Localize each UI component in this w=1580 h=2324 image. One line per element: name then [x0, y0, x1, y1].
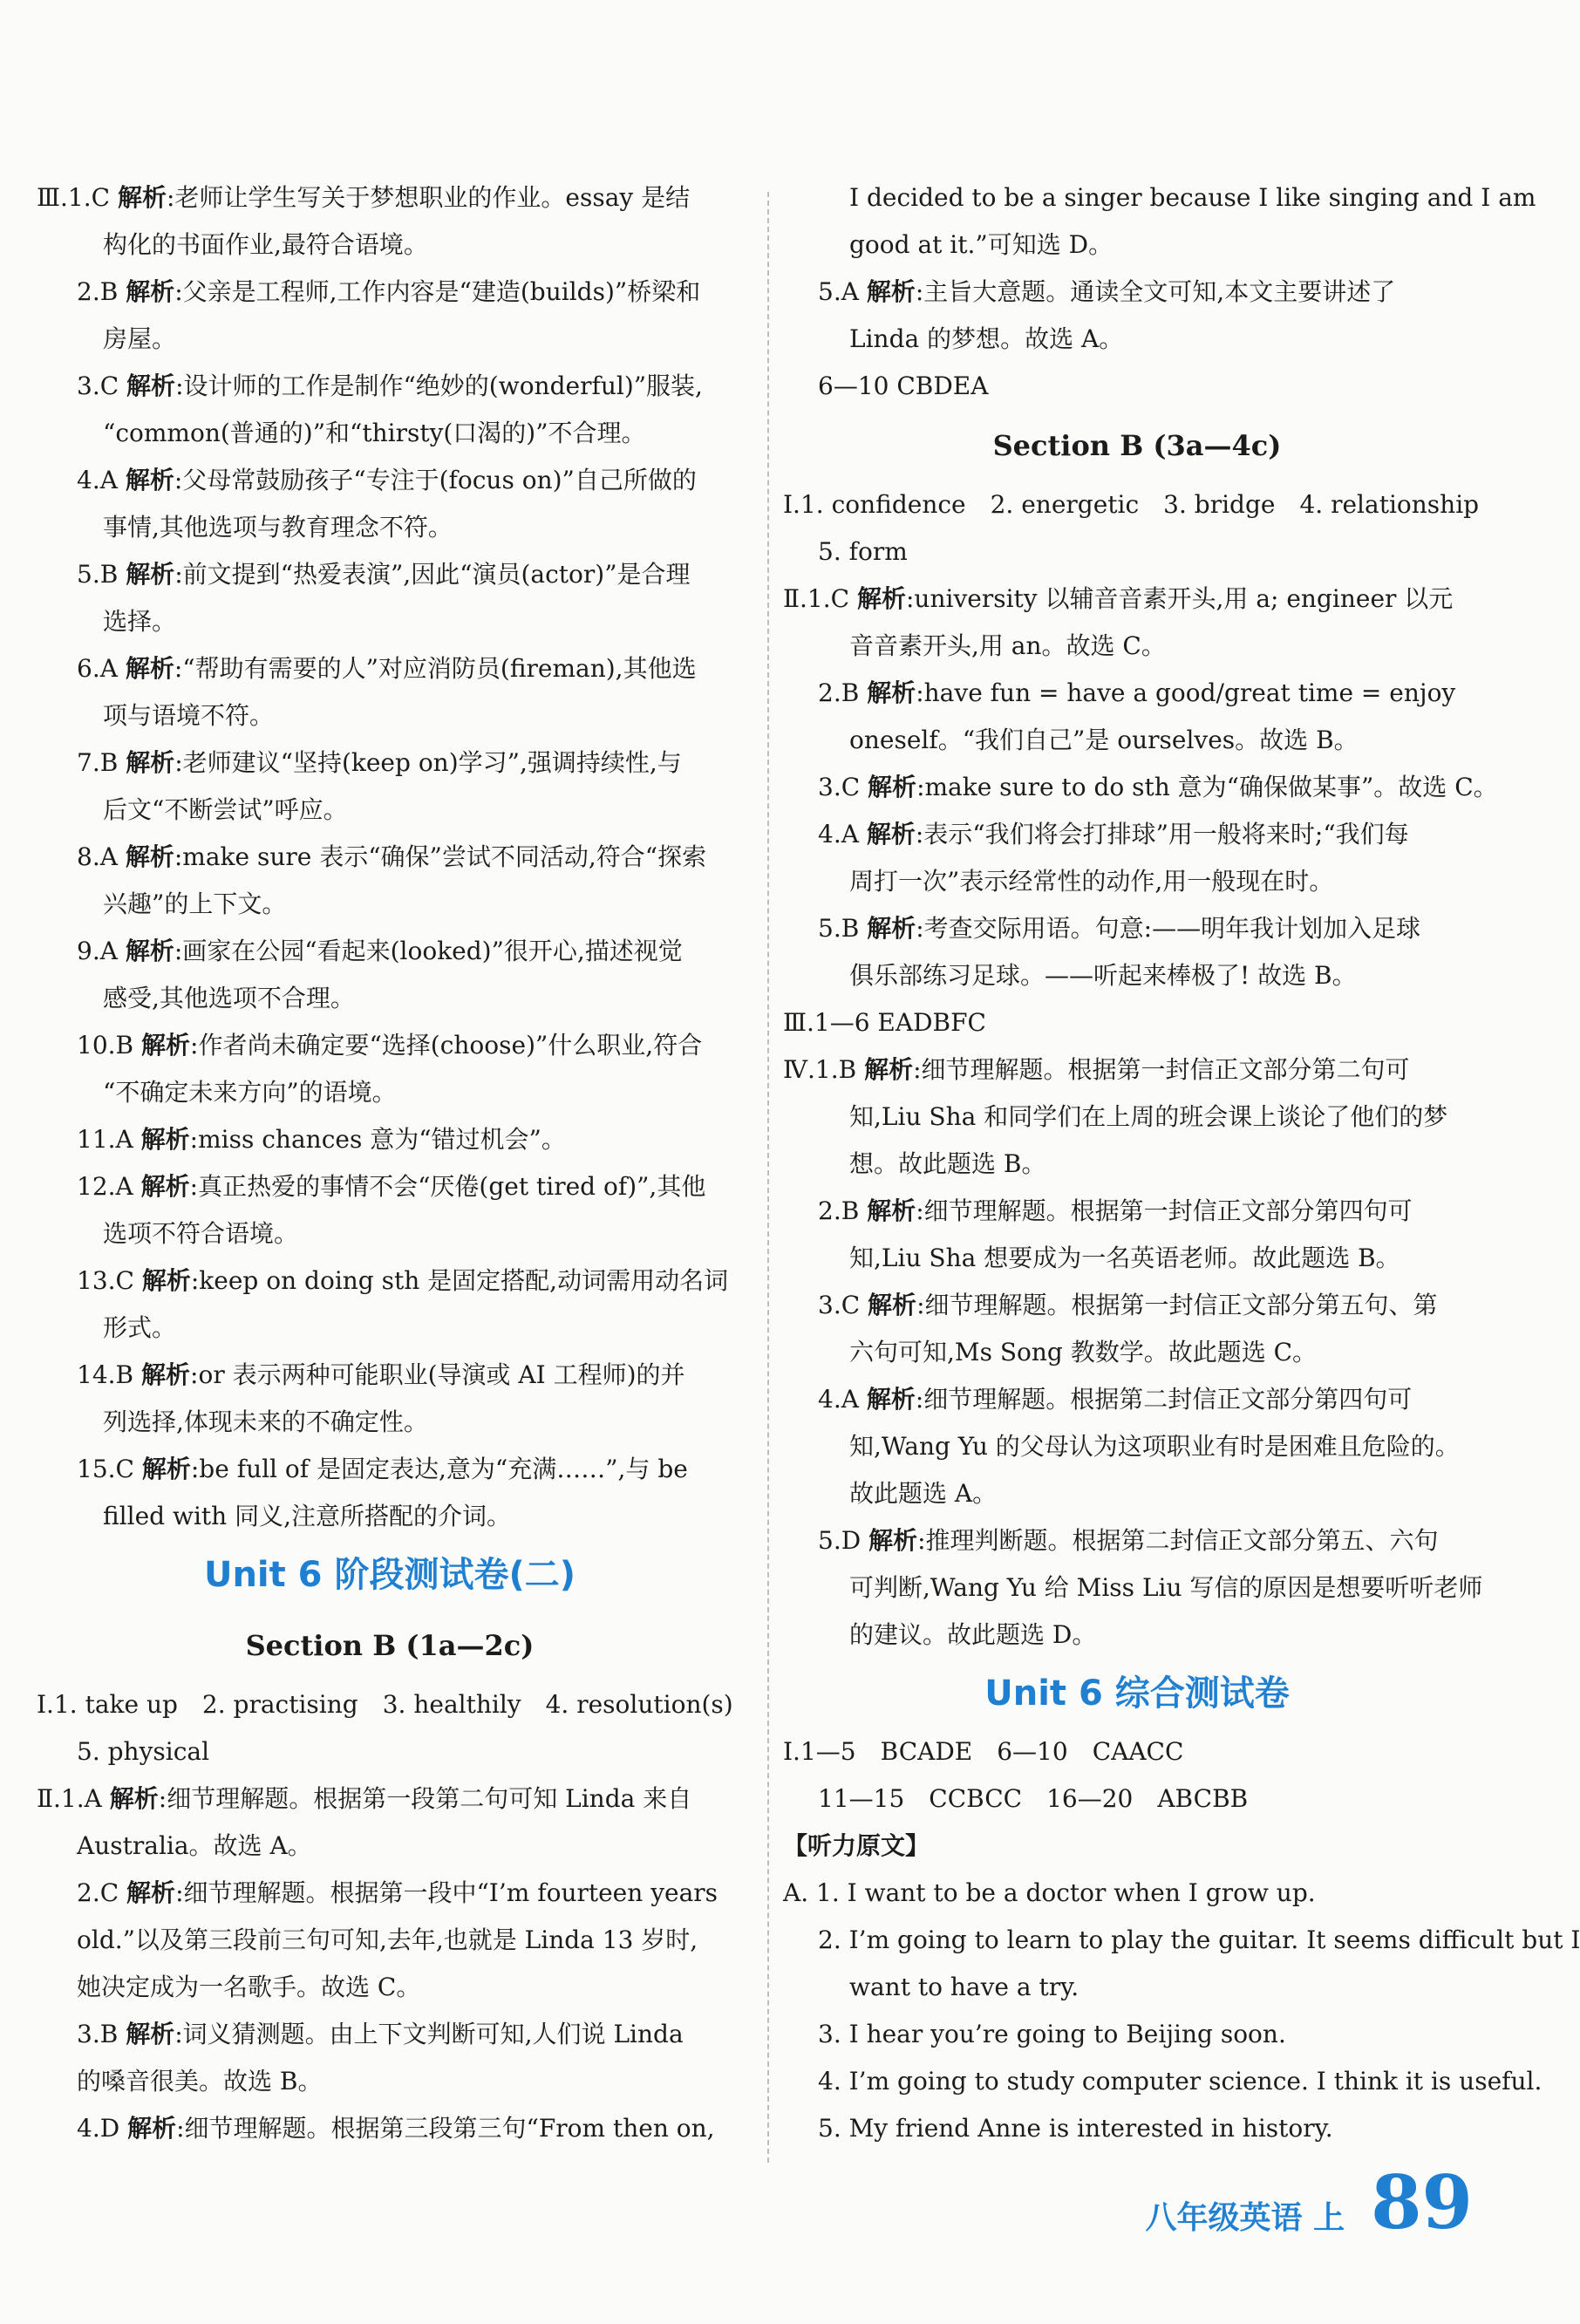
- answer-line: 房屋。: [103, 324, 177, 353]
- answer-line: 的建议。故此题选 D。: [849, 1620, 1097, 1649]
- answer-line: good at it.”可知选 D。: [849, 230, 1113, 259]
- answer-line: 六句可知,Ms Song 教数学。故此题选 C。: [849, 1338, 1318, 1366]
- answer-line: 11.A 解析:miss chances 意为“错过机会”。: [77, 1125, 566, 1154]
- answer-line: 3.C 解析:make sure to do sth 意为“确保做某事”。故选 C。: [818, 773, 1498, 801]
- answer-line: Ⅰ.1. confidence 2. energetic 3. bridge 4. relationship: [783, 490, 1480, 519]
- listening-line: 4. I’m going to study computer science. I think it is useful.: [818, 2067, 1543, 2096]
- answer-line: 知,Liu Sha 想要成为一名英语老师。故此题选 B。: [849, 1244, 1400, 1272]
- answer-line: 8.A 解析:make sure 表示“确保”尝试不同活动,符合“探索: [77, 842, 707, 871]
- answer-line: Ⅱ.1.A 解析:细节理解题。根据第一段第二句可知 Linda 来自: [37, 1784, 692, 1813]
- answer-line: 可判断,Wang Yu 给 Miss Liu 写信的原因是想要听听老师: [849, 1573, 1483, 1602]
- answer-line: 2.B 解析:细节理解题。根据第一封信正文部分第四句可: [818, 1196, 1413, 1225]
- answer-line: Australia。故选 A。: [77, 1831, 312, 1860]
- answer-line: 故此题选 A。: [849, 1479, 998, 1508]
- answer-line: 知,Liu Sha 和同学们在上周的班会课上谈论了他们的梦: [849, 1102, 1448, 1131]
- answer-line: 知,Wang Yu 的父母认为这项职业有时是困难且危险的。: [849, 1432, 1460, 1461]
- answer-line: 5.D 解析:推理判断题。根据第二封信正文部分第五、六句: [818, 1526, 1439, 1555]
- section-title: Section B (1a—2c): [245, 1629, 535, 1662]
- left-column: [37, 174, 743, 2152]
- answer-line: 14.B 解析:or 表示两种可能职业(导演或 AI 工程师)的并: [77, 1360, 685, 1389]
- answer-line: 4.A 解析:细节理解题。根据第二封信正文部分第四句可: [818, 1385, 1413, 1414]
- answer-line: 3.C 解析:细节理解题。根据第一封信正文部分第五句、第: [818, 1291, 1438, 1319]
- answer-line: 2.B 解析:have fun = have a good/great time = enjoy: [818, 678, 1456, 707]
- answer-line: 后文“不断尝试”呼应。: [103, 795, 348, 824]
- answer-line: 兴趣”的上下文。: [103, 889, 287, 918]
- answer-line: Linda 的梦想。故选 A。: [849, 324, 1124, 353]
- answer-line: Ⅰ.1—5 BCADE 6—10 CAACC: [783, 1737, 1184, 1766]
- answer-line: 5. form: [818, 537, 908, 566]
- section-title: Section B (3a—4c): [992, 429, 1282, 462]
- answer-line: 3.B 解析:词义猜测题。由上下文判断可知,人们说 Linda: [77, 2020, 684, 2048]
- answer-line: 列选择,体现未来的不确定性。: [103, 1407, 428, 1436]
- answer-line: 10.B 解析:作者尚未确定要“选择(choose)”什么职业,符合: [77, 1031, 703, 1060]
- answer-line: Ⅲ.1.C 解析:老师让学生写关于梦想职业的作业。essay 是结: [37, 183, 691, 212]
- listening-line: A. 1. I want to be a doctor when I grow up.: [783, 1878, 1316, 1907]
- listening-line: 3. I hear you’re going to Beijing soon.: [818, 2020, 1286, 2048]
- unit-title: Unit 6 阶段测试卷(二): [203, 1555, 576, 1595]
- answer-line: 事情,其他选项与教育理念不符。: [103, 513, 453, 542]
- answer-line: Ⅰ.1. take up 2. practising 3. healthily 4. resolution(s): [37, 1690, 733, 1719]
- answer-line: 想。故此题选 B。: [849, 1149, 1046, 1178]
- book-title: 八年级英语 上: [1145, 2200, 1345, 2236]
- answer-line: 5. physical: [77, 1737, 210, 1766]
- answer-line: 5.B 解析:考查交际用语。句意:——明年我计划加入足球: [818, 914, 1421, 943]
- answer-line: 感受,其他选项不合理。: [103, 984, 355, 1012]
- answer-line: I decided to be a singer because I like singing and I am: [849, 183, 1536, 212]
- answer-line: 12.A 解析:真正热爱的事情不会“厌倦(get tired of)”,其他: [77, 1172, 706, 1201]
- answer-line: 11—15 CCBCC 16—20 ABCBB: [818, 1784, 1249, 1813]
- answer-line: 6.A 解析:“帮助有需要的人”对应消防员(fireman),其他选: [77, 654, 697, 683]
- answer-line: 构化的书面作业,最符合语境。: [103, 230, 428, 259]
- answer-line: 2.B 解析:父亲是工程师,工作内容是“建造(builds)”桥梁和: [77, 277, 701, 306]
- column-divider: [767, 192, 769, 2163]
- answer-line: old.”以及第三段前三句可知,去年,也就是 Linda 13 岁时,: [77, 1925, 698, 1954]
- answer-line: 项与语境不符。: [103, 701, 275, 730]
- answer-line: 6—10 CBDEA: [818, 371, 989, 400]
- answer-line: 5.A 解析:主旨大意题。通读全文可知,本文主要讲述了: [818, 277, 1396, 306]
- answer-line: 她决定成为一名歌手。故选 C。: [77, 1973, 421, 2001]
- answer-line: oneself。“我们自己”是 ourselves。故选 B。: [849, 726, 1359, 754]
- right-column: [783, 174, 1580, 2152]
- answer-line: 形式。: [103, 1313, 177, 1342]
- answer-line: 7.B 解析:老师建议“坚持(keep on)学习”,强调持续性,与: [77, 748, 682, 777]
- answer-line: 选择。: [103, 607, 177, 636]
- listening-line: 5. My friend Anne is interested in history.: [818, 2114, 1333, 2143]
- answer-line: 4.A 解析:父母常鼓励孩子“专注于(focus on)”自己所做的: [77, 466, 697, 494]
- answer-line: 2.C 解析:细节理解题。根据第一段中“I’m fourteen years: [77, 1878, 718, 1907]
- answer-line: 俱乐部练习足球。——听起来棒极了! 故选 B。: [849, 961, 1357, 990]
- answer-line: 4.D 解析:细节理解题。根据第三段第三句“From then on,: [77, 2114, 715, 2143]
- answer-line: 音音素开头,用 an。故选 C。: [849, 631, 1166, 660]
- listening-script-heading: 【听力原文】: [783, 1831, 930, 1860]
- answer-line: 4.A 解析:表示“我们将会打排球”用一般将来时;“我们每: [818, 820, 1409, 848]
- answer-line: 选项不符合语境。: [103, 1219, 299, 1248]
- answer-line: Ⅲ.1—6 EADBFC: [783, 1008, 986, 1037]
- page-footer: [1146, 2159, 1473, 2246]
- answer-line: “common(普通的)”和“thirsty(口渴的)”不合理。: [103, 419, 646, 447]
- answer-line: 的嗓音很美。故选 B。: [77, 2067, 323, 2096]
- answer-line: 周打一次”表示经常性的动作,用一般现在时。: [849, 867, 1334, 896]
- answer-line: 13.C 解析:keep on doing sth 是固定搭配,动词需用动名词: [77, 1266, 729, 1295]
- answer-line: 9.A 解析:画家在公园“看起来(looked)”很开心,描述视觉: [77, 937, 683, 965]
- listening-line: want to have a try.: [849, 1973, 1079, 2001]
- answer-line: 15.C 解析:be full of 是固定表达,意为“充满……”,与 be: [77, 1455, 688, 1483]
- unit-title: Unit 6 综合测试卷: [984, 1673, 1290, 1714]
- answer-line: Ⅱ.1.C 解析:university 以辅音音素开头,用 a; engineer 以元: [783, 584, 1454, 613]
- page-number: 89: [1371, 2159, 1473, 2246]
- answer-line: 5.B 解析:前文提到“热爱表演”,因此“演员(actor)”是合理: [77, 560, 691, 589]
- answer-line: “不确定未来方向”的语境。: [103, 1078, 397, 1107]
- answer-line: Ⅳ.1.B 解析:细节理解题。根据第一封信正文部分第二句可: [783, 1055, 1410, 1084]
- answer-line: 3.C 解析:设计师的工作是制作“绝妙的(wonderful)”服装,: [77, 371, 703, 400]
- listening-line: 2. I’m going to learn to play the guitar. It seems difficult but I: [818, 1925, 1580, 1954]
- answer-line: filled with 同义,注意所搭配的介词。: [103, 1502, 511, 1530]
